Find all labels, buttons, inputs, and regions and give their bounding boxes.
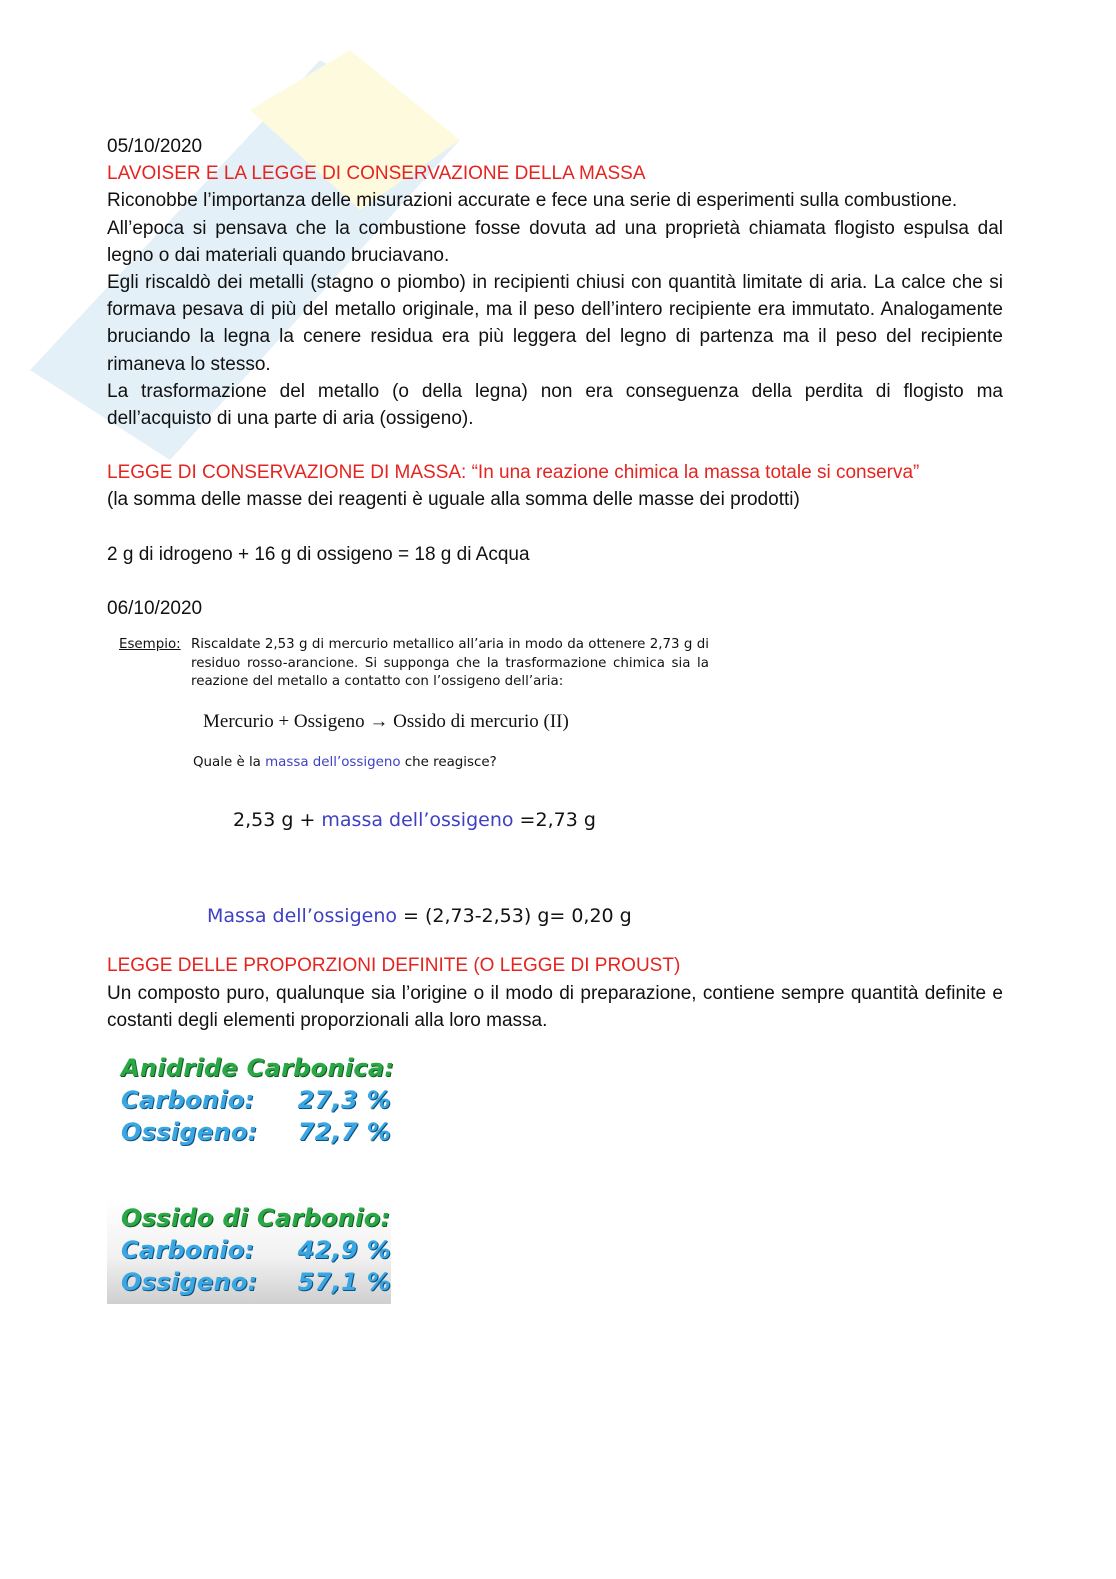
mass-equation: 2,53 g + massa dell’ossigeno =2,73 g	[233, 809, 596, 832]
law-note: (la somma delle masse dei reagenti è uguale alla somma delle masse dei prodotti)	[107, 489, 800, 511]
paragraph: La trasformazione del metallo (o della legna) non era conseguenza della perdita di flogisto ma dell’acquisto di una parte di aria (ossigeno).	[107, 380, 1003, 430]
composition-row: Ossigeno: 57,1 %	[121, 1268, 391, 1297]
composition-row: Carbonio: 42,9 %	[121, 1236, 391, 1265]
composition-row: Ossigeno: 72,7 %	[121, 1118, 391, 1147]
example-figure	[119, 636, 709, 772]
date-label: 06/10/2020	[107, 597, 203, 619]
composition-row: Carbonio: 27,3 %	[121, 1086, 391, 1115]
reaction-equation: Mercurio + Ossigeno → Ossido di mercurio (II)	[203, 710, 569, 732]
law-statement: LEGGE DI CONSERVAZIONE DI MASSA: “In una reazione chimica la massa totale si conserva”	[107, 462, 920, 484]
water-example: 2 g di idrogeno + 16 g di ossigeno = 18 g di Acqua	[107, 543, 530, 565]
compound-box-co	[107, 1198, 391, 1304]
compound-title: Ossido di Carbonio:	[121, 1204, 391, 1233]
paragraph: Un composto puro, qualunque sia l’origine o il modo di preparazione, contiene sempre quantità definite e costanti degli elementi proporzionali alla loro massa.	[107, 982, 1003, 1031]
compound-title: Anidride Carbonica:	[121, 1054, 395, 1083]
paragraph: All’epoca si pensava che la combustione fosse dovuta ad una proprietà chiamata flogisto espulsa dal legno o dai materiali quando bruciavano.	[107, 217, 1003, 266]
document-page	[107, 133, 1003, 1304]
example-text: Riscaldate 2,53 g di mercurio metallico all’aria in modo da ottenere 2,73 g di residuo rosso-arancione. Si supponga che la trasformazione chimica sia la reazione del metallo a contatto con l’ossigeno dell’aria:	[191, 637, 709, 690]
date-label: 05/10/2020	[107, 136, 203, 157]
example-question: Quale è la massa dell’ossigeno che reagisce?	[193, 754, 497, 770]
section-heading: LAVOISER E LA LEGGE DI CONSERVAZIONE DELLA MASSA	[107, 163, 646, 185]
compound-box-co2	[107, 1048, 411, 1154]
section-heading: LEGGE DELLE PROPORZIONI DEFINITE (O LEGGE DI PROUST)	[107, 955, 681, 977]
example-label: Esempio:	[119, 637, 181, 653]
paragraph: Riconobbe l’importanza delle misurazioni accurate e fece una serie di esperimenti sulla combustione.	[107, 190, 958, 212]
oxygen-mass-result: Massa dell’ossigeno = (2,73-2,53) g= 0,20 g	[207, 905, 632, 928]
paragraph: Egli riscaldò dei metalli (stagno o piombo) in recipienti chiusi con quantità limitate di aria. La calce che si formava pesava di più del metallo originale, ma il peso dell’intero recipiente era immutato. Analogamente bruciando la legna la cenere residua era più leggera del legno di partenza ma il peso del recipiente rimaneva lo stesso.	[107, 272, 1003, 375]
